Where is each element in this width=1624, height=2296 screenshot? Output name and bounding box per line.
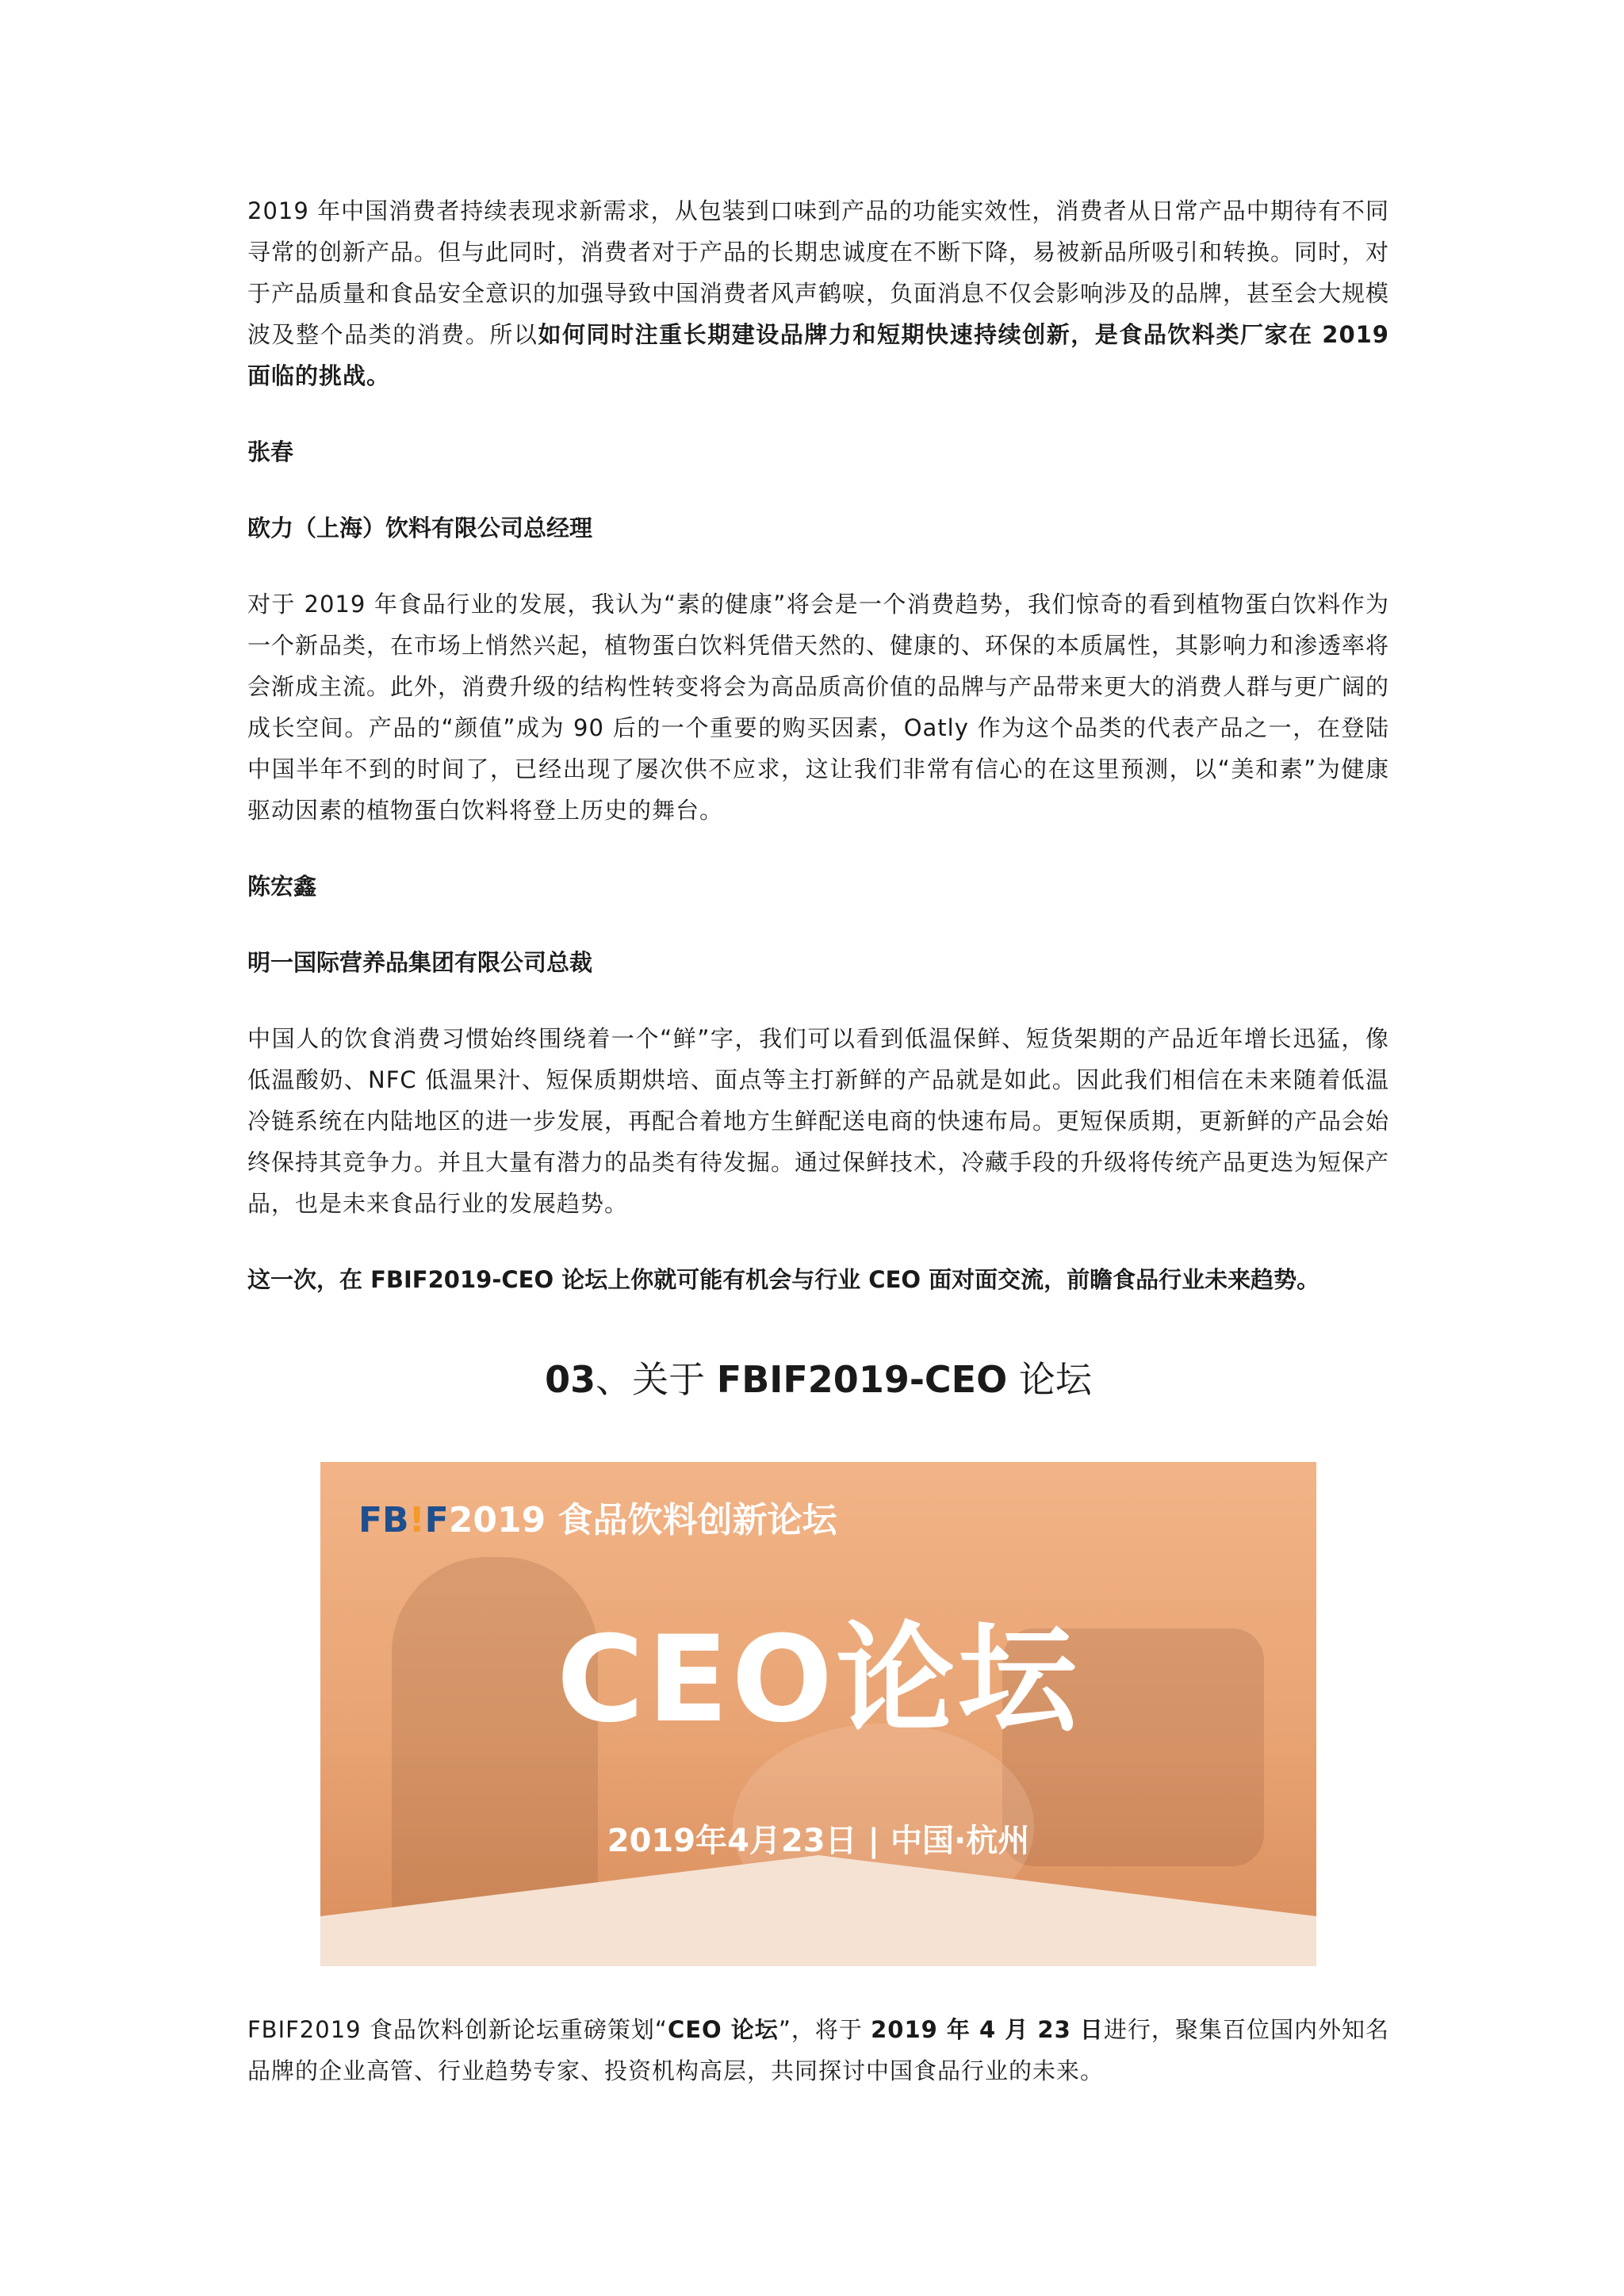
intro-bold-text: 如何同时注重长期建设品牌力和短期快速持续创新，是食品饮料类厂家在 2019 面临的挑战。 — [247, 321, 1389, 389]
document-page — [247, 190, 1389, 2091]
speaker1-name: 张春 — [247, 438, 294, 465]
banner-date-location: 2019年4月23日 | 中国·杭州 — [607, 1823, 1030, 1859]
ceo-forum-banner-image — [320, 1462, 1316, 1966]
speaker2-quote: 中国人的饮食消费习惯始终围绕着一个“鲜”字，我们可以看到低温保鲜、短货架期的产品近年增长迅猛，像低温酸奶、NFC 低温果汁、短保质期烘培、面点等主打新鲜的产品就是如此。因此我们相信在未来随着低温冷链系统在内陆地区的进一步发展，再配合着地方生鲜配送电商的快速布局。更短保质期，更新鲜的产品会始终保持其竞争力。并且大量有潜力的品类有待发掘。通过保鲜技术，冷藏手段的升级将传统产品更迭为短保产品，也是未来食品行业的发展趋势。 — [247, 1025, 1390, 1217]
speaker1-title: 欧力（上海）饮料有限公司总经理 — [247, 515, 593, 541]
outro-paragraph: FBIF2019 食品饮料创新论坛重磅策划“CEO 论坛”，将于 2019 年 4 月 23 日进行，聚集百位国内外知名品牌的企业高管、行业趋势专家、投资机构高层，共同探讨中国食品行业的未来。 — [247, 2016, 1389, 2084]
intro-paragraph — [247, 190, 1389, 396]
callout-text: 这一次，在 FBIF2019-CEO 论坛上你就可能有机会与行业 CEO 面对面交流，前瞻食品行业未来趋势。 — [247, 1266, 1320, 1293]
section-heading — [247, 1356, 1389, 1403]
section-number: 03 — [545, 1358, 596, 1401]
speaker2-name: 陈宏鑫 — [247, 873, 317, 900]
fbif-logo: FB!F2019 食品饮料创新论坛 — [358, 1500, 837, 1540]
intro-text: 2019 年中国消费者持续表现求新需求，从包装到口味到产品的功能实效性，消费者从日常产品中期待有不同寻常的创新产品。但与此同时，消费者对于产品的长期忠诚度在不断下降，易被新品所吸引和转换。同时，对于产品质量和食品安全意识的加强导致中国消费者风声鹤唳，负面消息不仅会影响涉及的品牌，甚至会大规模波及整个品类的消费。所以 — [247, 197, 1390, 348]
section-forum-word: 论坛 — [1007, 1358, 1092, 1401]
section-about: 、关于 — [596, 1358, 717, 1401]
speaker1-quote: 对于 2019 年食品行业的发展，我认为“素的健康”将会是一个消费趋势，我们惊奇的看到植物蛋白饮料作为一个新品类，在市场上悄然兴起，植物蛋白饮料凭借天然的、健康的、环保的本质属性，其影响力和渗透率将会渐成主流。此外，消费升级的结构性转变将会为高品质高价值的品牌与产品带来更大的消费人群与更广阔的成长空间。产品的“颜值”成为 90 后的一个重要的购买因素，Oatly 作为这个品类的代表产品之一，在登陆中国半年不到的时间了，已经出现了屡次供不应求，这让我们非常有信心的在这里预测，以“美和素”为健康驱动因素的植物蛋白饮料将登上历史的舞台。 — [247, 591, 1390, 824]
banner-headline: CEO论坛 — [556, 1611, 1081, 1749]
logo-forum-text: 2019 食品饮料创新论坛 — [448, 1500, 837, 1540]
section-event-name: FBIF2019-CEO — [716, 1358, 1008, 1401]
speaker2-title: 明一国际营养品集团有限公司总裁 — [247, 949, 593, 976]
